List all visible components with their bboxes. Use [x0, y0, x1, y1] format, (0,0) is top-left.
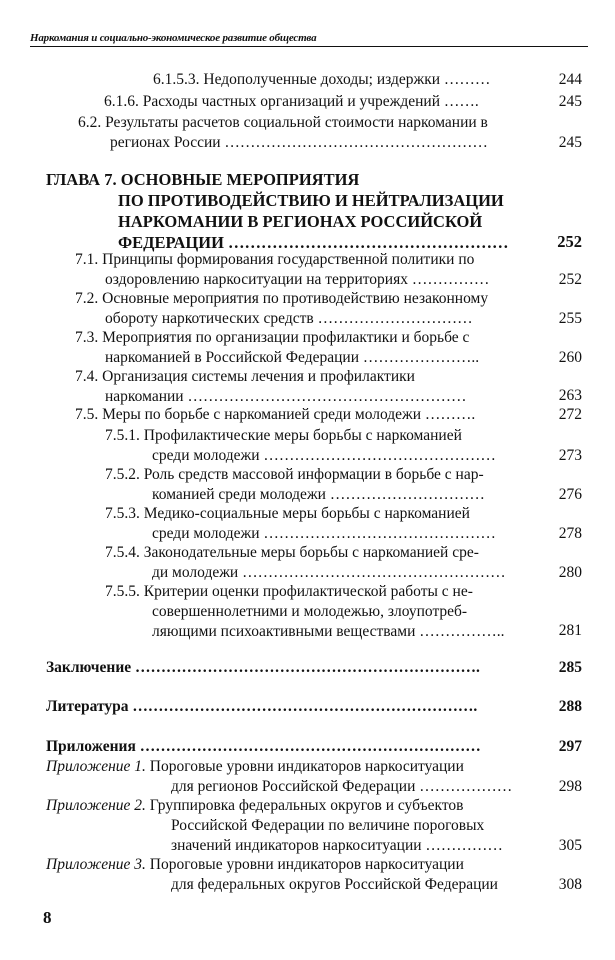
appendix-label: Приложение 1.	[46, 758, 146, 775]
toc-entry-text: 7.5.4. Законодательные меры борьбы с наркоманией сре-	[105, 544, 479, 561]
toc-entry-7-5-4[interactable]	[105, 543, 506, 583]
toc-entry-7-5-2[interactable]	[105, 465, 485, 505]
toc-entry-text: 7.5.5. Критерии оценки профилактической работы с не-	[105, 583, 473, 600]
toc-page-number: 276	[558, 486, 582, 503]
toc-appendix-3[interactable]	[46, 855, 498, 895]
toc-entry-text: 7.5. Меры по борьбе с наркоманией среди молодежи ……….	[75, 406, 476, 423]
toc-appendices[interactable]	[46, 737, 481, 757]
appendix-label: Приложение 2.	[46, 797, 146, 814]
toc-entry-text: Пороговые уровни индикаторов наркоситуации	[149, 758, 464, 775]
toc-entry-text: команией среди молодежи …………………………	[152, 486, 485, 503]
toc-page-number: 245	[558, 134, 582, 151]
toc-entry-text: оздоровлению наркоситуации на территориях ……………	[105, 271, 490, 288]
toc-page-number: 281	[558, 622, 582, 639]
toc-page-number: 280	[558, 564, 582, 581]
toc-page-number: 298	[558, 778, 582, 795]
toc-page-number: 308	[558, 876, 582, 893]
toc-entry-7-4[interactable]	[75, 367, 466, 407]
toc-entry-text: Заключение ………………………………………………………….	[46, 659, 480, 676]
toc-entry-text: значений индикаторов наркоситуации ……………	[171, 837, 503, 854]
toc-page-number: 285	[558, 659, 582, 676]
toc-entry-text: Российской Федерации по величине пороговых	[171, 817, 485, 834]
toc-page-number: 263	[558, 387, 582, 404]
toc-conclusion[interactable]	[46, 658, 480, 678]
toc-literature[interactable]	[46, 697, 477, 717]
appendix-label: Приложение 3.	[46, 856, 146, 873]
toc-page-number: 244	[558, 71, 582, 88]
toc-entry-text: 6.2. Результаты расчетов социальной стоимости наркомании в	[78, 114, 488, 131]
toc-entry-7-3[interactable]	[75, 328, 479, 368]
toc-entry-text: обороту наркотических средств …………………………	[105, 310, 473, 327]
toc-entry-text: 6.1.6. Расходы частных организаций и учреждений …….	[104, 93, 479, 110]
toc-entry-text: 7.4. Организация системы лечения и профилактики	[75, 368, 415, 385]
toc-entry-text: совершеннолетними и молодежью, злоупотреб-	[152, 603, 468, 620]
toc-page-number: 305	[558, 837, 582, 854]
toc-entry-text: 7.5.2. Роль средств массовой информации в борьбе с нар-	[105, 466, 484, 483]
chapter-title-line: ФЕДЕРАЦИИ ……………………………………………	[118, 233, 509, 252]
toc-entry-7-1[interactable]	[75, 250, 489, 290]
running-header: Наркомания и социально-экономическое развитие общества	[30, 32, 588, 47]
toc-page-number: 252	[558, 271, 582, 288]
chapter-title-line: ПО ПРОТИВОДЕЙСТВИЮ И НЕЙТРАЛИЗАЦИИ	[118, 191, 504, 210]
toc-page-number: 272	[558, 406, 582, 423]
toc-entry-text: для регионов Российской Федерации ………………	[171, 778, 513, 795]
toc-entry-7-5-3[interactable]	[105, 504, 496, 544]
toc-page-number: 260	[558, 349, 582, 366]
toc-page-number: 278	[558, 525, 582, 542]
toc-entry-text: наркомании ………………………………………………	[105, 388, 467, 405]
toc-entry-text: для федеральных округов Российской Федерации	[171, 876, 498, 893]
toc-entry-text: Литература ………………………………………………………….	[46, 698, 478, 715]
toc-page-number: 288	[558, 698, 582, 715]
toc-entry-7-5[interactable]	[75, 405, 475, 425]
toc-entry-text: 7.2. Основные мероприятия по противодействию незаконному	[75, 290, 489, 307]
toc-page-number: 273	[558, 447, 582, 464]
toc-entry-7-2[interactable]	[75, 289, 488, 329]
toc-chapter-7[interactable]	[46, 169, 509, 253]
toc-entry-text: Пороговые уровни индикаторов наркоситуации	[149, 856, 464, 873]
toc-page-number: 255	[558, 310, 582, 327]
toc-entry-6-1-5-3[interactable]	[153, 70, 490, 90]
toc-entry-text: 6.1.5.3. Недополученные доходы; издержки ………	[153, 71, 491, 88]
toc-appendix-1[interactable]	[46, 757, 512, 797]
toc-entry-text: ди молодежи ……………………………………………	[152, 564, 506, 581]
toc-page-number: 252	[557, 232, 582, 251]
toc-appendix-2[interactable]	[46, 796, 503, 856]
chapter-title-line: ГЛАВА 7. ОСНОВНЫЕ МЕРОПРИЯТИЯ	[46, 170, 360, 189]
toc-entry-text: регионах России ……………………………………………	[110, 134, 488, 151]
toc-entry-text: среди молодежи ………………………………………	[152, 525, 496, 542]
toc-entry-6-1-6[interactable]	[104, 92, 479, 112]
toc-entry-text: среди молодежи ………………………………………	[152, 447, 496, 464]
page-number: 8	[43, 908, 52, 927]
toc-entry-text: Приложения …………………………………………………………	[46, 738, 481, 755]
chapter-title-line: НАРКОМАНИИ В РЕГИОНАХ РОССИЙСКОЙ	[118, 212, 483, 231]
toc-page-number: 245	[558, 93, 582, 110]
toc-entry-7-5-1[interactable]	[105, 426, 496, 466]
toc-entry-text: ляющими психоактивными веществами ……………..	[152, 623, 505, 640]
toc-entry-6-2[interactable]	[78, 113, 488, 153]
toc-entry-text: 7.5.3. Медико-социальные меры борьбы с наркоманией	[105, 505, 470, 522]
toc-entry-text: Группировка федеральных округов и субъектов	[149, 797, 464, 814]
toc-entry-text: 7.1. Принципы формирования государственной политики по	[75, 251, 475, 268]
toc-entry-text: наркоманией в Российской Федерации …………………..	[105, 349, 480, 366]
toc-page-number: 297	[558, 738, 582, 755]
toc-entry-7-5-5[interactable]	[105, 582, 505, 642]
toc-entry-text: 7.3. Мероприятия по организации профилактики и борьбе с	[75, 329, 470, 346]
toc-entry-text: 7.5.1. Профилактические меры борьбы с наркоманией	[105, 427, 462, 444]
